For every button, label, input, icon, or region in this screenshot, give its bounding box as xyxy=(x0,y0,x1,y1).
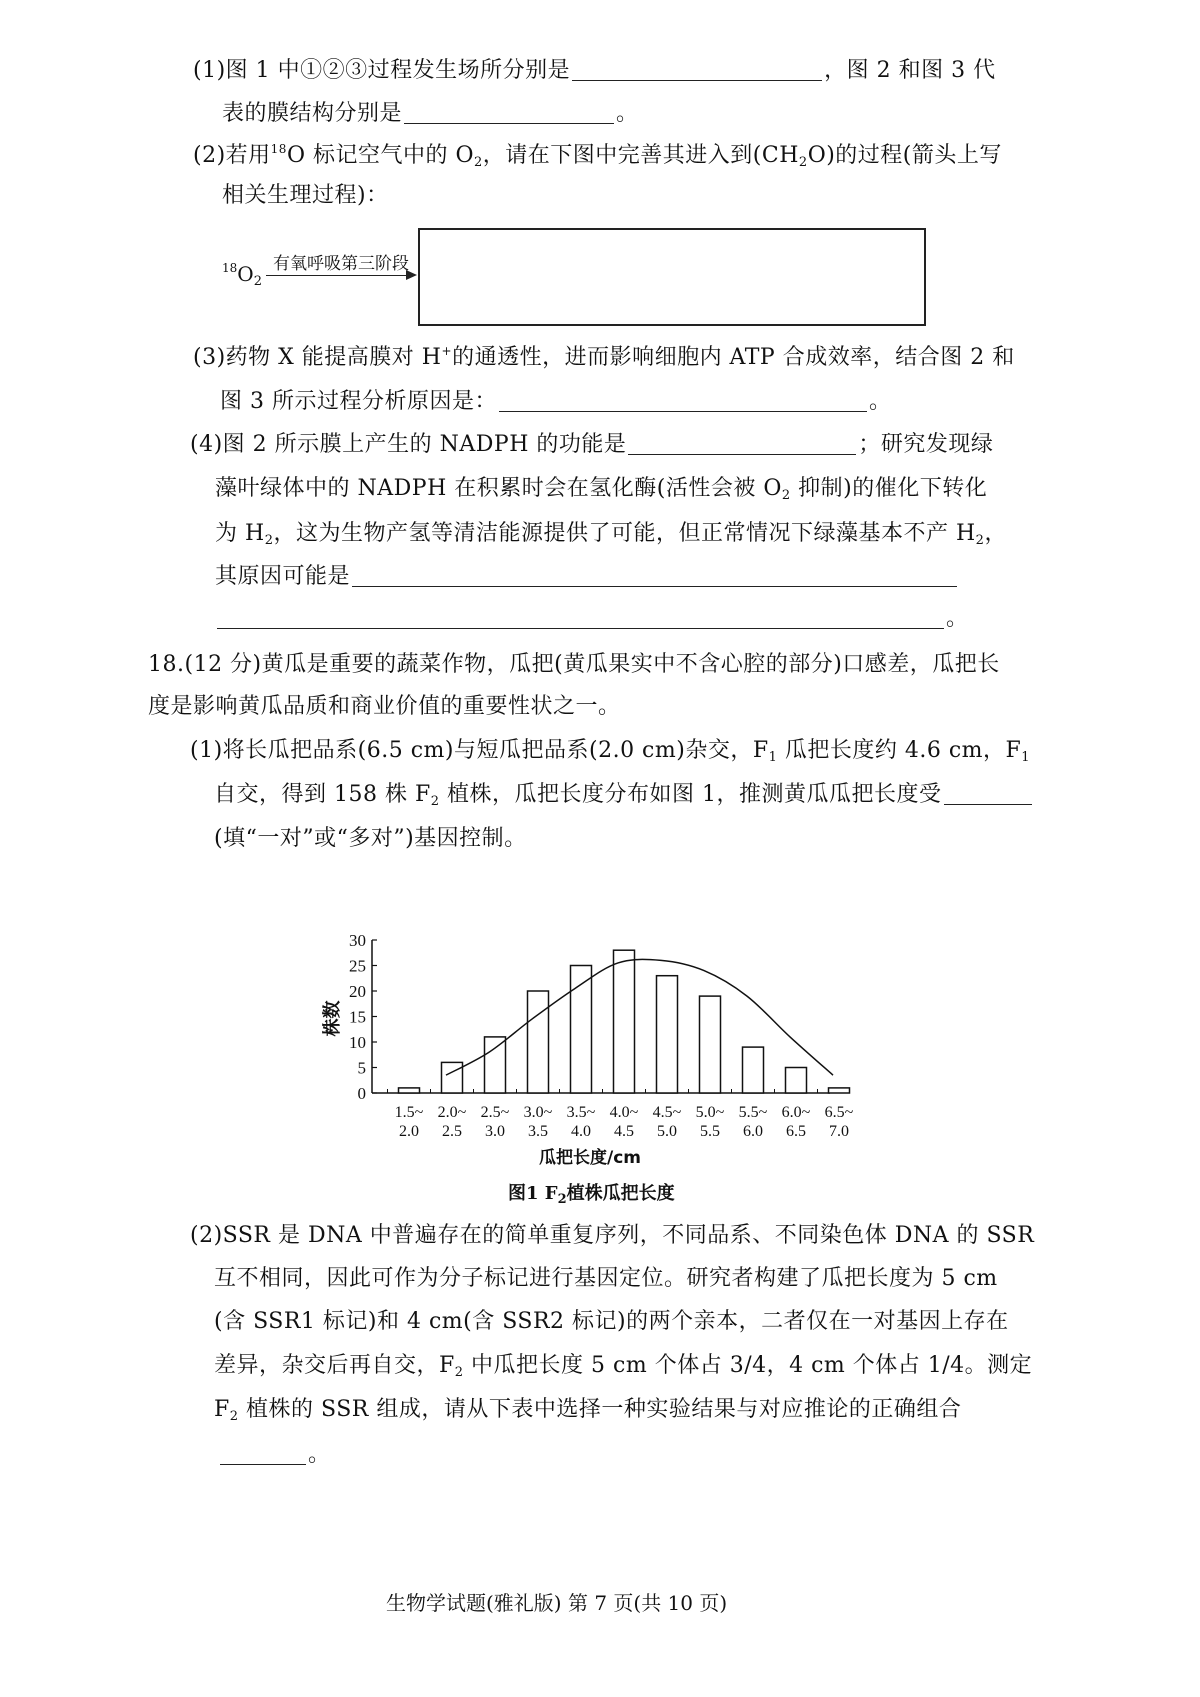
x-category-label-top: 2.5~ xyxy=(480,1104,510,1121)
answer-blank-8[interactable] xyxy=(220,1440,306,1465)
subscript: 2 xyxy=(253,274,262,289)
histogram-bar xyxy=(700,996,721,1093)
text: O)的过程(箭头上写 xyxy=(807,143,1002,168)
histogram-bar xyxy=(786,1068,807,1094)
x-category-label-bottom: 4.0 xyxy=(571,1123,591,1140)
histogram-bar xyxy=(485,1037,506,1093)
q17-p4-line2 xyxy=(215,474,987,504)
q17-p4-line1 xyxy=(190,430,993,460)
q18-intro-line1 xyxy=(148,650,1000,680)
figure-caption xyxy=(508,1179,675,1205)
arrow-label: 有氧呼吸第三阶段 xyxy=(273,254,409,274)
histogram-bar xyxy=(829,1088,850,1093)
q17-p1-text-b: ，图 2 和图 3 代 xyxy=(824,58,996,83)
subscript: 1 xyxy=(1021,750,1031,765)
y-tick-label: 0 xyxy=(357,1084,366,1103)
arrow-line xyxy=(266,275,408,276)
x-category-label-bottom: 6.0 xyxy=(743,1123,763,1140)
text: 互不相同，因此可作为分子标记进行基因定位。研究者构建了瓜把长度为 5 cm xyxy=(214,1266,998,1291)
page-footer: 生物学试题(雅礼版) 第 7 页(共 10 页) xyxy=(386,1591,728,1615)
q17-p2-line1 xyxy=(193,141,1002,171)
q17-p1-line2 xyxy=(222,99,639,129)
x-category-label-bottom: 7.0 xyxy=(829,1123,849,1140)
text: 抑制)的催化下转化 xyxy=(790,476,988,501)
period: 。 xyxy=(308,1442,331,1467)
text: 18.(12 分)黄瓜是重要的蔬菜作物，瓜把(黄瓜果实中不含心腔的部分)口感差，瓜把长 xyxy=(148,652,1000,677)
answer-blank-7[interactable] xyxy=(944,780,1032,805)
x-category-label-bottom: 2.0 xyxy=(399,1123,419,1140)
text: (填“一对”或“多对”)基因控制。 xyxy=(214,826,527,851)
q18-p1-line2 xyxy=(214,780,1034,810)
subscript: 2 xyxy=(557,1192,567,1207)
period: 。 xyxy=(868,389,892,414)
q17-p1-text-c: 表的膜结构分别是 xyxy=(222,101,403,126)
x-category-label-top: 2.0~ xyxy=(437,1104,467,1121)
text: (4)图 2 所示膜上产生的 NADPH 的功能是 xyxy=(190,432,627,457)
histogram-bar xyxy=(657,976,678,1093)
x-category-label-top: 4.0~ xyxy=(609,1104,639,1121)
q17-p1-text-a: (1)图 1 中①②③过程发生场所分别是 xyxy=(193,58,571,83)
text: (2)若用 xyxy=(193,143,271,168)
answer-box[interactable] xyxy=(418,228,926,326)
period: 。 xyxy=(616,101,639,126)
q18-p1-line3 xyxy=(214,824,527,854)
text: 植株的 SSR 组成，请从下表中选择一种实验结果与对应推论的正确组合 xyxy=(238,1397,962,1422)
answer-blank-2[interactable] xyxy=(404,99,614,124)
answer-blank-3[interactable] xyxy=(499,387,867,412)
text: 相关生理过程)： xyxy=(222,183,389,208)
x-category-label-bottom: 2.5 xyxy=(442,1123,462,1140)
histogram-bar xyxy=(442,1062,463,1093)
subscript: 1 xyxy=(768,750,778,765)
text: ， xyxy=(984,521,1007,546)
subscript: 2 xyxy=(474,155,483,170)
histogram-bar xyxy=(528,991,549,1093)
x-category-label-top: 6.5~ xyxy=(824,1104,854,1121)
subscript: 2 xyxy=(798,155,808,170)
text: 自交，得到 158 株 F xyxy=(214,782,431,807)
x-category-label-top: 6.0~ xyxy=(781,1104,811,1121)
q18-p2-line2 xyxy=(214,1264,998,1294)
x-category-label-bottom: 5.5 xyxy=(700,1123,720,1140)
histogram-bar xyxy=(743,1047,764,1093)
q17-p4-line4 xyxy=(215,562,959,592)
subscript: 2 xyxy=(264,533,274,548)
q17-p1-line1 xyxy=(193,56,996,86)
text: 为 H xyxy=(215,521,265,546)
text: 图 3 所示过程分析原因是： xyxy=(220,389,497,414)
x-category-label-bottom: 5.0 xyxy=(657,1123,677,1140)
x-category-label-bottom: 3.5 xyxy=(528,1123,548,1140)
text: 植株，瓜把长度分布如图 1，推测黄瓜瓜把长度受 xyxy=(439,782,942,807)
text: 其原因可能是 xyxy=(215,564,351,589)
q18-p2-line4 xyxy=(214,1351,1032,1381)
x-category-label-top: 4.5~ xyxy=(652,1104,682,1121)
text: 度是影响黄瓜品质和商业价值的重要性状之一。 xyxy=(148,694,621,719)
q18-p1-line1 xyxy=(190,736,1030,766)
text: 中瓜把长度 5 cm 个体占 3/4，4 cm 个体占 1/4。测定 xyxy=(463,1353,1033,1378)
subscript: 2 xyxy=(781,488,791,503)
y-tick-label: 20 xyxy=(349,982,366,1001)
y-tick-label: 5 xyxy=(357,1058,366,1078)
answer-blank-5[interactable] xyxy=(352,562,957,587)
text: (2)SSR 是 DNA 中普遍存在的简单重复序列，不同品系、不同染色体 DNA 的 SSR xyxy=(190,1223,1035,1248)
subscript: 2 xyxy=(975,533,985,548)
q17-p3-line2 xyxy=(220,387,892,417)
text: ，请在下图中完善其进入到(CH xyxy=(482,143,799,168)
text: 差异，杂交后再自交，F xyxy=(214,1353,455,1378)
text: F xyxy=(214,1397,230,1422)
q18-p2-line1 xyxy=(190,1221,1034,1251)
q18-intro-line2 xyxy=(148,692,621,722)
q18-p2-line6 xyxy=(218,1440,331,1470)
q18-p2-line3 xyxy=(214,1307,1009,1337)
text: 藻叶绿体中的 NADPH 在积累时会在氢化酶(活性会被 O xyxy=(215,476,782,501)
y-tick-label: 10 xyxy=(349,1033,366,1052)
histogram-bar xyxy=(399,1088,420,1093)
x-axis-label: 瓜把长度/cm xyxy=(539,1148,641,1168)
q17-p4-line3 xyxy=(215,519,1007,549)
subscript: 2 xyxy=(430,794,440,809)
y-tick-label: 25 xyxy=(349,956,366,976)
text: (含 SSR1 标记)和 4 cm(含 SSR2 标记)的两个亲本，二者仅在一对基因上存在 xyxy=(214,1309,1009,1334)
period: 。 xyxy=(946,606,969,631)
q18-p2-line5 xyxy=(214,1395,961,1425)
answer-blank-1[interactable] xyxy=(572,56,822,81)
text: 图1 F xyxy=(508,1183,558,1204)
o2-text: O xyxy=(237,262,254,286)
arrow-head-icon xyxy=(406,270,417,280)
superscript: + xyxy=(441,344,453,358)
q17-p3-line1 xyxy=(193,343,1015,373)
y-axis-label: 株数 xyxy=(322,1000,343,1037)
x-category-label-top: 5.0~ xyxy=(695,1104,725,1121)
x-category-label-top: 5.5~ xyxy=(738,1104,768,1121)
superscript: 18 xyxy=(270,142,287,156)
o2-label xyxy=(222,261,262,289)
answer-blank-4[interactable] xyxy=(628,430,856,455)
subscript: 2 xyxy=(229,1409,239,1424)
x-category-label-bottom: 6.5 xyxy=(786,1123,806,1140)
text: ，这为生物产氢等清洁能源提供了可能，但正常情况下绿藻基本不产 H xyxy=(273,521,976,546)
histogram-chart xyxy=(322,931,854,1168)
x-category-label-top: 3.0~ xyxy=(523,1104,553,1121)
superscript: 18 xyxy=(222,261,238,275)
x-category-label-bottom: 4.5 xyxy=(614,1123,634,1140)
y-tick-label: 15 xyxy=(349,1007,366,1027)
text: 瓜把长度约 4.6 cm，F xyxy=(777,738,1022,763)
y-tick-label: 30 xyxy=(349,931,366,950)
subscript: 2 xyxy=(454,1365,464,1380)
q17-p2-line2 xyxy=(222,181,389,211)
text: 的通透性，进而影响细胞内 ATP 合成效率，结合图 2 和 xyxy=(452,345,1015,370)
text: (3)药物 X 能提高膜对 H xyxy=(193,345,442,370)
text: ；研究发现绿 xyxy=(858,432,994,457)
answer-blank-6[interactable] xyxy=(217,604,944,629)
text: O 标记空气中的 O xyxy=(286,143,475,168)
q17-p4-line5 xyxy=(215,604,969,634)
x-category-label-top: 1.5~ xyxy=(394,1104,424,1121)
text: (1)将长瓜把品系(6.5 cm)与短瓜把品系(2.0 cm)杂交，F xyxy=(190,738,769,763)
x-category-label-top: 3.5~ xyxy=(566,1104,596,1121)
x-category-label-bottom: 3.0 xyxy=(485,1123,505,1140)
text: 植株瓜把长度 xyxy=(566,1183,675,1204)
histogram-bar xyxy=(614,950,635,1093)
